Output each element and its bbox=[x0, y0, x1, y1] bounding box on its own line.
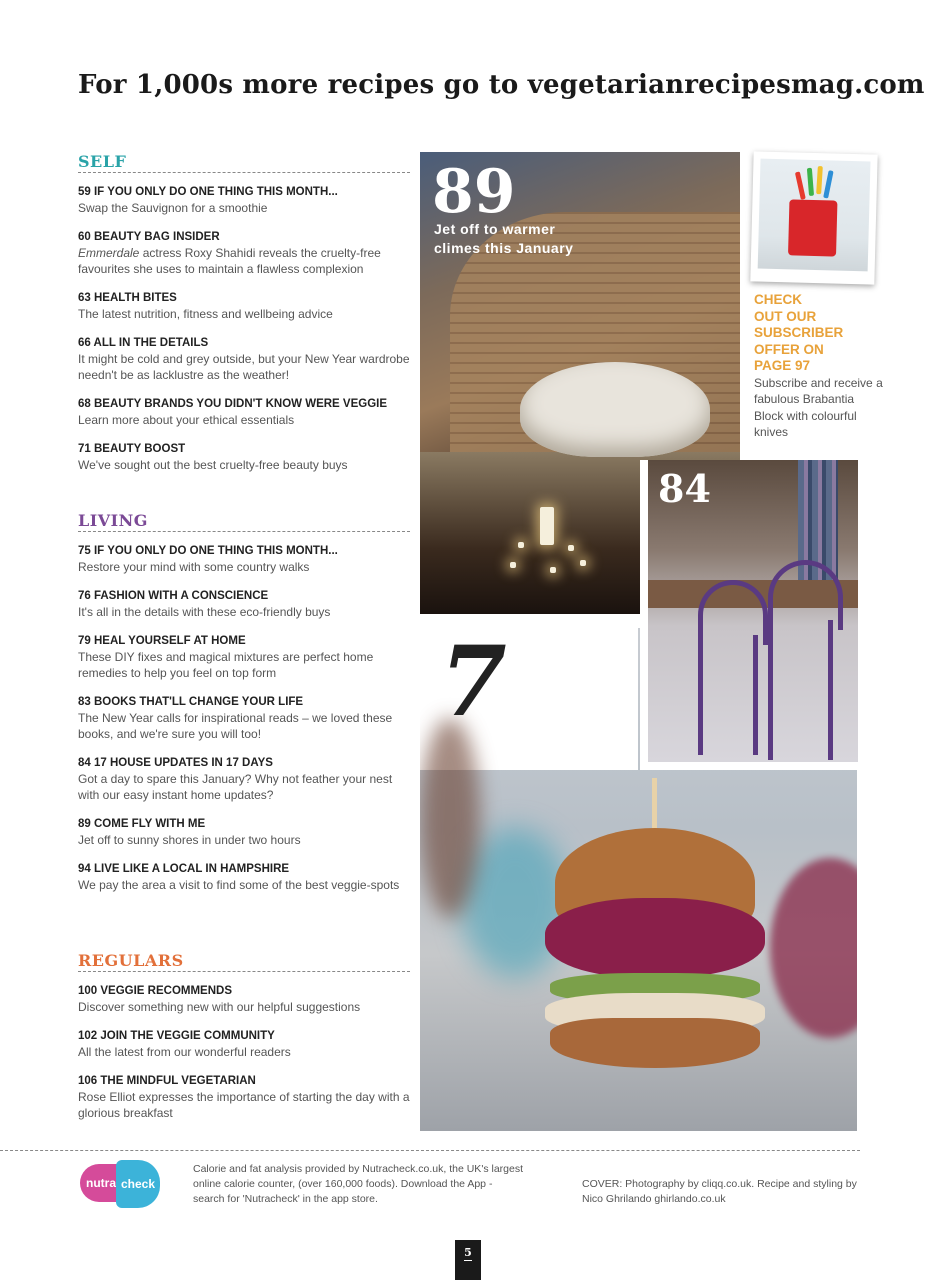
candle-icon bbox=[550, 567, 556, 573]
list-item[interactable] bbox=[78, 862, 410, 893]
item-title: 68 BEAUTY BRANDS YOU DIDN'T KNOW WERE VEGGIE bbox=[78, 398, 388, 410]
list-item[interactable] bbox=[78, 397, 410, 428]
item-desc: Restore your mind with some country walks bbox=[78, 560, 310, 574]
offer-heading-line: OUT OUR bbox=[754, 308, 817, 324]
candle-icon bbox=[568, 545, 574, 551]
list-item[interactable] bbox=[78, 442, 410, 473]
item-desc: Rose Elliot expresses the importance of starting the day with a glorious breakfast bbox=[78, 1090, 410, 1120]
list-item[interactable] bbox=[78, 544, 410, 575]
chair-leg bbox=[768, 620, 773, 760]
item-title: 89 COME FLY WITH ME bbox=[78, 818, 206, 830]
section-regulars bbox=[78, 951, 410, 1135]
item-title: 60 BEAUTY BAG INSIDER bbox=[78, 231, 220, 243]
chair-leg bbox=[753, 635, 758, 755]
feature-number: 7 bbox=[440, 625, 507, 738]
burger-bottom-bun bbox=[550, 1018, 760, 1068]
candle-icon bbox=[580, 560, 586, 566]
list-item[interactable] bbox=[78, 336, 410, 383]
caption-line: climes this January bbox=[434, 240, 574, 256]
list-item[interactable] bbox=[78, 1074, 410, 1121]
item-desc: We pay the area a visit to find some of the best veggie-spots bbox=[78, 878, 400, 892]
section-title: SELF bbox=[78, 152, 410, 173]
list-item[interactable] bbox=[78, 634, 410, 681]
knife-block-photo bbox=[758, 159, 871, 272]
item-title: 79 HEAL YOURSELF AT HOME bbox=[78, 635, 246, 647]
item-desc: Jet off to sunny shores in under two hours bbox=[78, 833, 301, 847]
list-item[interactable] bbox=[78, 817, 410, 848]
feature-caption bbox=[434, 220, 573, 258]
beet-patty bbox=[545, 898, 765, 978]
knife-handle bbox=[807, 168, 814, 196]
item-desc: The latest nutrition, fitness and wellbeing advice bbox=[78, 307, 333, 321]
section-title: REGULARS bbox=[78, 951, 410, 972]
logo-nutra: nutra bbox=[80, 1164, 122, 1202]
item-desc bbox=[78, 245, 410, 277]
item-title: 59 IF YOU ONLY DO ONE THING THIS MONTH... bbox=[78, 186, 338, 198]
offer-heading-line: SUBSCRIBER bbox=[754, 325, 844, 340]
item-desc: These DIY fixes and magical mixtures are perfect home remedies to help you feel on top form bbox=[78, 650, 374, 680]
candle-icon bbox=[540, 507, 554, 545]
item-title: 84 17 HOUSE UPDATES IN 17 DAYS bbox=[78, 757, 273, 769]
bottle-blur bbox=[420, 718, 480, 918]
list-item[interactable] bbox=[78, 185, 410, 216]
list-item[interactable] bbox=[78, 695, 410, 742]
item-desc: The New Year calls for inspirational reads – we loved these books, and we're sure you will too! bbox=[78, 711, 393, 741]
item-desc-italic: Emmerdale bbox=[78, 246, 140, 260]
page-number bbox=[455, 1240, 481, 1280]
candle-icon bbox=[518, 542, 524, 548]
dining-scene bbox=[648, 460, 858, 762]
footer-nutracheck-text: Calorie and fat analysis provided by Nutracheck.co.uk, the UK's largest online calorie counter, (over 160,000 foods). Download the App - search for 'Nutracheck' in the app store. bbox=[193, 1163, 524, 1205]
chair-leg bbox=[828, 620, 833, 760]
list-item[interactable] bbox=[78, 984, 410, 1015]
logo-check: check bbox=[116, 1160, 160, 1208]
chair-leg bbox=[698, 635, 703, 755]
item-title: 106 THE MINDFUL VEGETARIAN bbox=[78, 1075, 256, 1087]
knife-block-polaroid[interactable] bbox=[750, 151, 877, 284]
page-number-text: 5 bbox=[464, 1246, 472, 1259]
knife-handle bbox=[816, 166, 823, 194]
section-title: LIVING bbox=[78, 511, 410, 532]
offer-heading bbox=[754, 292, 884, 375]
offer-heading-line: CHECK bbox=[754, 292, 803, 307]
feature-number: 84 bbox=[658, 466, 711, 511]
section-self bbox=[78, 152, 410, 487]
list-item[interactable] bbox=[78, 756, 410, 803]
knife-block bbox=[788, 199, 837, 256]
candle-icon bbox=[510, 562, 516, 568]
item-desc: We've sought out the best cruelty-free beauty buys bbox=[78, 458, 348, 472]
offer-heading-line: OFFER ON bbox=[754, 341, 824, 357]
section-living bbox=[78, 511, 410, 907]
item-title: 63 HEALTH BITES bbox=[78, 292, 177, 304]
offer-heading-line: PAGE 97 bbox=[754, 358, 811, 373]
item-title: 76 FASHION WITH A CONSCIENCE bbox=[78, 590, 269, 602]
dining-room-photo[interactable] bbox=[640, 460, 858, 770]
item-title: 83 BOOKS THAT'LL CHANGE YOUR LIFE bbox=[78, 696, 304, 708]
page-headline: For 1,000s more recipes go to vegetarianrecipesmag.com bbox=[78, 70, 925, 100]
item-desc: Learn more about your ethical essentials bbox=[78, 413, 295, 427]
nutracheck-logo bbox=[80, 1160, 160, 1208]
item-desc: It's all in the details with these eco-friendly buys bbox=[78, 605, 331, 619]
item-title: 66 ALL IN THE DETAILS bbox=[78, 337, 209, 349]
caption-line: Jet off to warmer bbox=[434, 221, 556, 237]
item-desc: Swap the Sauvignon for a smoothie bbox=[78, 201, 268, 215]
item-desc: Discover something new with our helpful suggestions bbox=[78, 1000, 361, 1014]
item-title: 75 IF YOU ONLY DO ONE THING THIS MONTH... bbox=[78, 545, 338, 557]
list-item[interactable] bbox=[78, 291, 410, 322]
offer-description: Subscribe and receive a fabulous Brabantia Block with colourful knives bbox=[754, 375, 883, 439]
item-title: 94 LIVE LIKE A LOCAL IN HAMPSHIRE bbox=[78, 863, 290, 875]
knife-handle bbox=[795, 171, 806, 199]
feature-number: 89 bbox=[432, 157, 516, 227]
footer-divider bbox=[0, 1150, 860, 1151]
item-desc: All the latest from our wonderful readers bbox=[78, 1045, 291, 1059]
knife-handle bbox=[823, 170, 833, 198]
item-title: 100 VEGGIE RECOMMENDS bbox=[78, 985, 233, 997]
item-title: 102 JOIN THE VEGGIE COMMUNITY bbox=[78, 1030, 275, 1042]
list-item[interactable] bbox=[78, 1029, 410, 1060]
item-desc: It might be cold and grey outside, but your New Year wardrobe needn't be as lacklustre as the weather! bbox=[78, 352, 410, 382]
item-desc-text: actress Roxy Shahidi reveals the cruelty-free favourites she uses to maintain a flawless complexion bbox=[78, 246, 381, 276]
spa-bathtub bbox=[520, 362, 710, 457]
footer-cover-credits: COVER: Photography by cliqq.co.uk. Recipe and styling by Nico Ghrilando ghirlando.co.uk bbox=[582, 1178, 857, 1205]
item-title: 71 BEAUTY BOOST bbox=[78, 443, 186, 455]
item-desc: Got a day to spare this January? Why not feather your nest with our easy instant home updates? bbox=[78, 772, 393, 802]
second-burger-blur bbox=[770, 858, 857, 1038]
list-item[interactable] bbox=[78, 230, 410, 277]
list-item[interactable] bbox=[78, 589, 410, 620]
subscriber-offer[interactable] bbox=[754, 292, 884, 441]
